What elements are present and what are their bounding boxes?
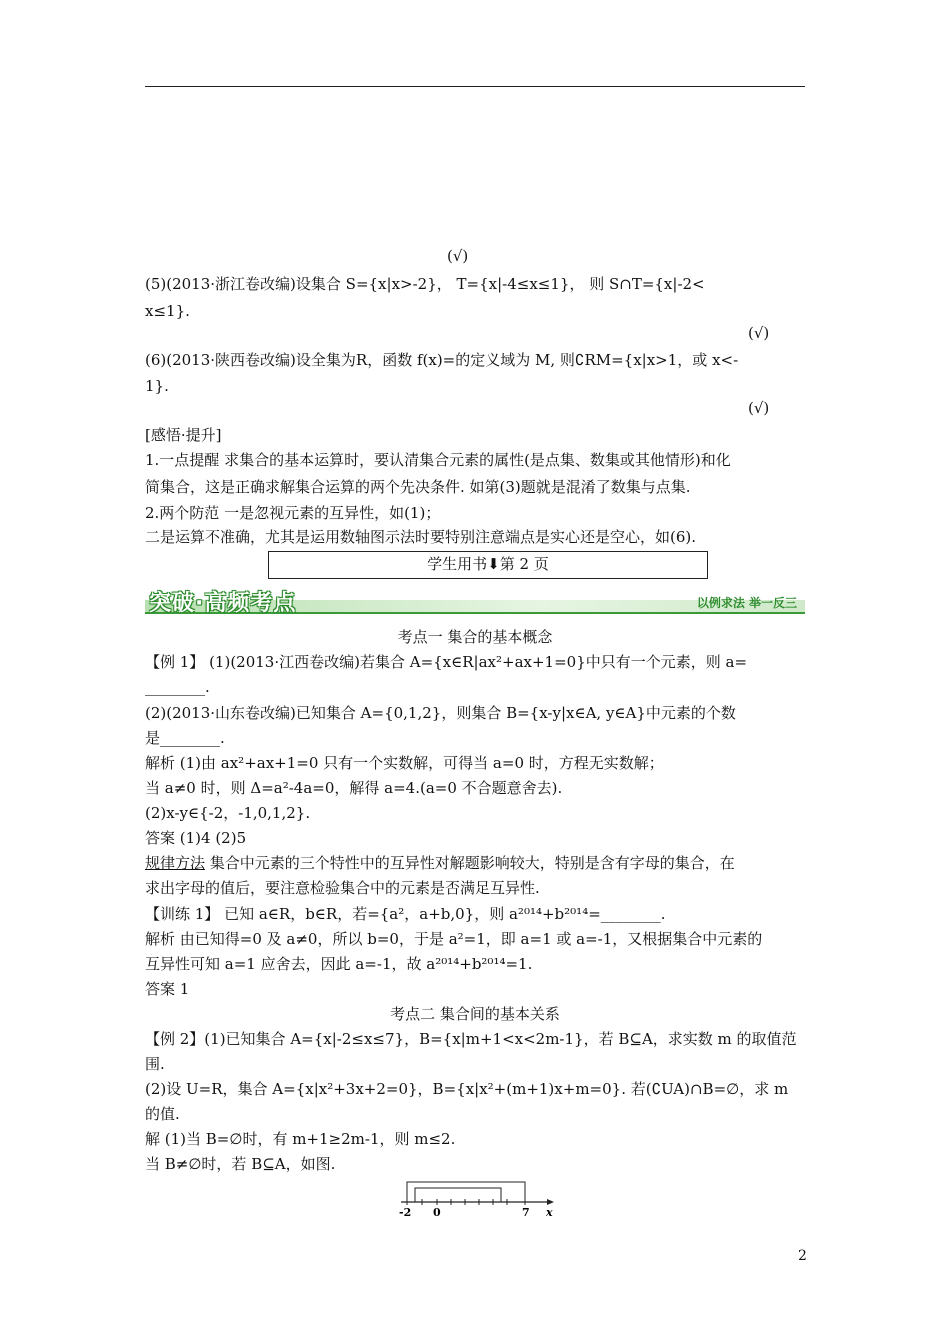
page-number: 2 (798, 1248, 807, 1264)
answer-mark: (√) (748, 399, 770, 417)
question-line: (6)(2013·陕西卷改编)设全集为R，函数 f(x)=的定义域为 M, 则∁RM={x|x>1，或 x<- (145, 351, 739, 369)
question-line: (5)(2013·浙江卷改编)设集合 S={x|x>-2}， T={x|-4≤x≤1}， 则 S∩T={x|-2< (145, 275, 705, 293)
method-line: 求出字母的值后，要注意检验集合中的元素是否满足互异性. (145, 879, 540, 897)
solution-line: 当 B≠∅时，若 B⊆A，如图. (145, 1155, 336, 1173)
text-line: 简集合，这是正确求解集合运算的两个先决条件. 如第(3)题就是混淆了数集与点集. (145, 478, 691, 496)
solution-line: 解 (1)当 B=∅时，有 m+1≥2m-1，则 m≤2. (145, 1130, 456, 1148)
tick-label-0: 0 (433, 1206, 441, 1219)
section-label: [感悟·提升] (145, 426, 222, 444)
topic-heading: 考点一 集合的基本概念 (397, 628, 553, 646)
example-line: 的值. (145, 1105, 180, 1123)
question-line: x≤1}. (145, 302, 190, 320)
axis-label-x: x (546, 1206, 553, 1219)
text-line: 2.两个防范 一是忽视元素的互异性，如(1)； (145, 504, 441, 522)
example-line: 【例 1】 (1)(2013·江西卷改编)若集合 A={x∈R|ax²+ax+1=0}中只有一个元素，则 a= (145, 653, 748, 671)
example-line: (2)设 U=R，集合 A={x|x²+3x+2=0}，B={x|x²+(m+1)x+m=0}. 若(∁UA)∩B=∅，求 m (145, 1080, 789, 1098)
example-line: ________. (145, 678, 210, 696)
method-label: 规律方法 (145, 854, 206, 872)
text-line: 二是运算不准确，尤其是运用数轴图示法时要特别注意端点是实心还是空心，如(6). (145, 528, 697, 546)
solution-line: 解析 由已知得=0 及 a≠0，所以 b=0，于是 a²=1，即 a=1 或 a=-1，又根据集合中元素的 (145, 930, 763, 948)
question-line: 1}. (145, 377, 169, 395)
solution-line: 互异性可知 a=1 应舍去，因此 a=-1，故 a²⁰¹⁴+b²⁰¹⁴=1. (145, 955, 533, 973)
student-book-box: 学生用书⬇第 2 页 (268, 551, 708, 579)
answer-line: 答案 (1)4 (2)5 (145, 829, 247, 847)
answer-mark: (√) (748, 324, 770, 342)
header-rule (145, 86, 805, 87)
answer-line: 答案 1 (145, 980, 190, 998)
example-line: (2)(2013·山东卷改编)已知集合 A={0,1,2}，则集合 B={x-y|x∈A, y∈A}中元素的个数 (145, 704, 736, 722)
text-line: 1.一点提醒 求集合的基本运算时，要认清集合元素的属性(是点集、数集或其他情形)和化 (145, 451, 731, 469)
section-banner (145, 586, 805, 614)
example-line: 是________. (145, 729, 225, 747)
example-line: 围. (145, 1055, 165, 1073)
solution-line: (2)x-y∈{-2，-1,0,1,2}. (145, 804, 311, 822)
solution-line: 当 a≠0 时，则 Δ=a²-4a=0，解得 a=4.(a=0 不合题意舍去). (145, 779, 563, 797)
answer-mark: (√) (447, 247, 469, 265)
topic-heading: 考点二 集合间的基本关系 (390, 1005, 560, 1023)
example-line: 【例 2】(1)已知集合 A={x|-2≤x≤7}，B={x|m+1<x<2m-1}，若 B⊆A，求实数 m 的取值范 (145, 1030, 797, 1048)
set-b-bracket (415, 1188, 501, 1202)
training-line: 【训练 1】 已知 a∈R，b∈R，若={a²，a+b,0}，则 a²⁰¹⁴+b²⁰¹⁴=________. (145, 905, 666, 923)
method-text: 集合中元素的三个特性中的互异性对解题影响较大，特别是含有字母的集合，在 (205, 854, 735, 872)
tick-label-7: 7 (522, 1206, 530, 1219)
number-line-figure (395, 1180, 560, 1220)
solution-line: 解析 (1)由 ax²+ax+1=0 只有一个实数解，可得当 a=0 时，方程无实数解； (145, 754, 664, 772)
banner-subtitle: 以例求法 举一反三 (696, 596, 797, 610)
axis-arrow (547, 1199, 554, 1205)
method-line (145, 853, 735, 873)
tick-label-neg2: -2 (399, 1206, 412, 1219)
banner-title: 突破·高频考点 (149, 591, 297, 616)
